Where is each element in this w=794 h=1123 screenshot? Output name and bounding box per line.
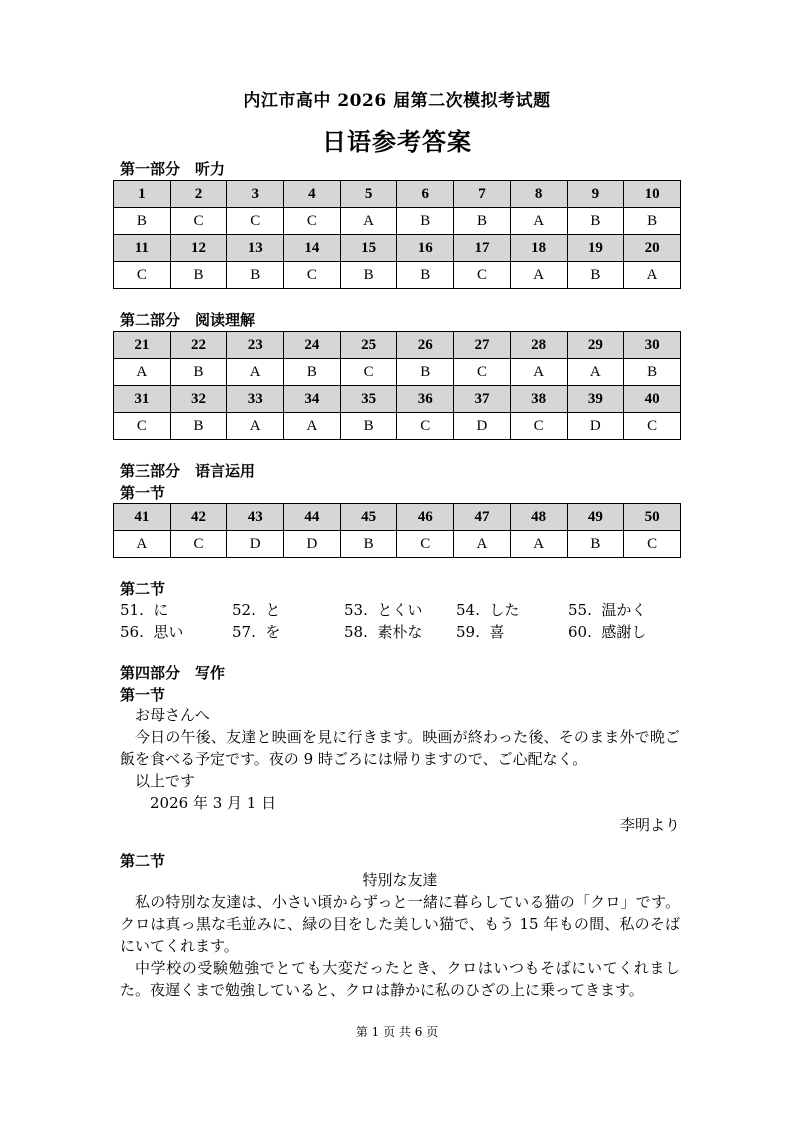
question-number-cell: 48 <box>510 504 567 531</box>
question-number-cell: 30 <box>624 332 681 359</box>
part1-answer-table <box>113 180 681 289</box>
answer-cell: A <box>624 262 681 289</box>
question-number-cell: 27 <box>454 332 511 359</box>
answer-cell: A <box>510 359 567 386</box>
answer-cell: B <box>397 359 454 386</box>
answer-cell: B <box>170 262 227 289</box>
answer-cell: B <box>227 262 284 289</box>
question-number-row <box>114 504 681 531</box>
question-number-cell: 46 <box>397 504 454 531</box>
fill-answer: 56. 思い <box>120 623 184 641</box>
answer-cell: C <box>114 262 171 289</box>
answer-cell: A <box>227 359 284 386</box>
question-number-row <box>114 386 681 413</box>
answer-cell: B <box>340 531 397 558</box>
question-number-cell: 16 <box>397 235 454 262</box>
answer-row <box>114 413 681 440</box>
essay-title: 特別な友達 <box>362 871 438 889</box>
question-number-cell: 28 <box>510 332 567 359</box>
fill-answer: 57. を <box>232 623 281 641</box>
answer-cell: A <box>567 359 624 386</box>
part3-section1-heading: 第一节 <box>120 484 166 502</box>
question-number-cell: 3 <box>227 181 284 208</box>
fill-answer: 60. 感謝し <box>568 623 647 641</box>
answer-cell: A <box>510 208 567 235</box>
question-number-cell: 25 <box>340 332 397 359</box>
question-number-cell: 34 <box>284 386 341 413</box>
answer-cell: A <box>227 413 284 440</box>
question-number-cell: 22 <box>170 332 227 359</box>
question-number-cell: 43 <box>227 504 284 531</box>
answer-cell: D <box>567 413 624 440</box>
answer-cell: C <box>170 531 227 558</box>
part2-answer-table <box>113 331 681 440</box>
part4-section1-heading: 第一节 <box>120 686 166 704</box>
question-number-cell: 9 <box>567 181 624 208</box>
question-number-cell: 49 <box>567 504 624 531</box>
question-number-cell: 17 <box>454 235 511 262</box>
question-number-row <box>114 235 681 262</box>
answer-cell: B <box>397 262 454 289</box>
answer-cell: D <box>284 531 341 558</box>
letter-block <box>120 704 680 836</box>
fill-answer: 54. した <box>456 601 520 619</box>
question-number-cell: 39 <box>567 386 624 413</box>
answer-cell: A <box>114 359 171 386</box>
answer-cell: B <box>170 413 227 440</box>
question-number-row <box>114 332 681 359</box>
question-number-cell: 1 <box>114 181 171 208</box>
answer-row <box>114 208 681 235</box>
question-number-cell: 36 <box>397 386 454 413</box>
question-number-cell: 8 <box>510 181 567 208</box>
question-number-row <box>114 181 681 208</box>
question-number-cell: 37 <box>454 386 511 413</box>
exam-title: 内江市高中 2026 届第二次模拟考试题 <box>243 91 551 111</box>
fill-answer: 53. とくい <box>344 601 423 619</box>
answer-cell: D <box>454 413 511 440</box>
answer-cell: B <box>454 208 511 235</box>
answer-cell: C <box>284 262 341 289</box>
answer-cell: A <box>114 531 171 558</box>
answer-cell: A <box>284 413 341 440</box>
answer-cell: B <box>340 262 397 289</box>
answer-cell: B <box>567 208 624 235</box>
part3-heading: 第三部分 语言运用 <box>120 462 256 480</box>
answer-cell: C <box>624 413 681 440</box>
table-body <box>114 504 681 558</box>
answer-cell: B <box>114 208 171 235</box>
question-number-cell: 26 <box>397 332 454 359</box>
answer-row <box>114 262 681 289</box>
table-body <box>114 332 681 440</box>
question-number-cell: 12 <box>170 235 227 262</box>
answer-cell: B <box>624 208 681 235</box>
question-number-cell: 4 <box>284 181 341 208</box>
question-number-cell: 13 <box>227 235 284 262</box>
answer-cell: A <box>454 531 511 558</box>
answer-cell: C <box>624 531 681 558</box>
question-number-cell: 44 <box>284 504 341 531</box>
answer-cell: A <box>340 208 397 235</box>
question-number-cell: 21 <box>114 332 171 359</box>
question-number-cell: 47 <box>454 504 511 531</box>
letter-greeting: お母さんへ <box>135 706 210 724</box>
answer-cell: A <box>510 262 567 289</box>
part4-heading: 第四部分 写作 <box>120 664 226 682</box>
fill-answer: 51. に <box>120 601 169 619</box>
part2-heading: 第二部分 阅读理解 <box>120 311 256 329</box>
question-number-cell: 41 <box>114 504 171 531</box>
fill-answer: 55. 温かく <box>568 601 647 619</box>
question-number-cell: 45 <box>340 504 397 531</box>
question-number-cell: 11 <box>114 235 171 262</box>
letter-signature: 李明より <box>619 816 680 834</box>
question-number-cell: 50 <box>624 504 681 531</box>
table-body <box>114 181 681 289</box>
question-number-cell: 6 <box>397 181 454 208</box>
letter-date: 2026 年 3 月 1 日 <box>150 794 277 812</box>
answer-cell: C <box>510 413 567 440</box>
question-number-cell: 31 <box>114 386 171 413</box>
answer-cell: B <box>567 531 624 558</box>
question-number-cell: 2 <box>170 181 227 208</box>
question-number-cell: 23 <box>227 332 284 359</box>
question-number-cell: 35 <box>340 386 397 413</box>
question-number-cell: 19 <box>567 235 624 262</box>
question-number-cell: 5 <box>340 181 397 208</box>
fill-answers-row-2 <box>120 621 680 643</box>
answer-cell: D <box>227 531 284 558</box>
answer-cell: C <box>227 208 284 235</box>
fill-answer: 52. と <box>232 601 281 619</box>
question-number-cell: 24 <box>284 332 341 359</box>
page-number: 第 1 页 共 6 页 <box>355 1025 439 1039</box>
answer-row <box>114 359 681 386</box>
question-number-cell: 20 <box>624 235 681 262</box>
question-number-cell: 29 <box>567 332 624 359</box>
question-number-cell: 42 <box>170 504 227 531</box>
part3-section2-heading: 第二节 <box>120 580 166 598</box>
answer-cell: B <box>340 413 397 440</box>
fill-answer: 58. 素朴な <box>344 623 423 641</box>
answer-cell: C <box>114 413 171 440</box>
question-number-cell: 38 <box>510 386 567 413</box>
answer-cell: C <box>454 359 511 386</box>
question-number-cell: 32 <box>170 386 227 413</box>
fill-answer: 59. 喜 <box>456 623 505 641</box>
question-number-cell: 10 <box>624 181 681 208</box>
part4-section2-heading: 第二节 <box>120 852 166 870</box>
essay-paragraph-2: 中学校の受験勉強でとても大変だったとき、クロはいつもそばにいてくれました。夜遅くまで勉強していると、クロは静かに私のひざの上に乗ってきます。 <box>120 959 680 999</box>
question-number-cell: 40 <box>624 386 681 413</box>
answer-cell: B <box>397 208 454 235</box>
answer-cell: B <box>284 359 341 386</box>
answer-cell: C <box>397 413 454 440</box>
part1-heading: 第一部分 听力 <box>120 160 226 178</box>
essay-block <box>120 869 680 1001</box>
essay-paragraph-1: 私の特別な友達は、小さい頃からずっと一緒に暮らしている猫の「クロ」です。クロは真っ黒な毛並みに、緑の目をした美しい猫で、もう 15 年もの間、私のそばにいてくれます。 <box>120 893 680 955</box>
answer-cell: B <box>567 262 624 289</box>
answer-cell: B <box>170 359 227 386</box>
answer-cell: B <box>624 359 681 386</box>
letter-closing: 以上です <box>135 772 196 790</box>
answer-cell: C <box>284 208 341 235</box>
letter-body: 今日の午後、友達と映画を見に行きます。映画が終わった後、そのまま外で晩ご飯を食べる予定です。夜の 9 時ごろには帰りますので、ご心配なく。 <box>120 728 680 768</box>
part3-answer-table <box>113 503 681 558</box>
question-number-cell: 33 <box>227 386 284 413</box>
question-number-cell: 15 <box>340 235 397 262</box>
answer-cell: C <box>397 531 454 558</box>
question-number-cell: 18 <box>510 235 567 262</box>
page-title: 日语参考答案 <box>322 127 472 156</box>
question-number-cell: 14 <box>284 235 341 262</box>
answer-cell: C <box>454 262 511 289</box>
answer-cell: A <box>510 531 567 558</box>
answer-row <box>114 531 681 558</box>
fill-answers-row-1 <box>120 599 680 621</box>
answer-cell: C <box>340 359 397 386</box>
question-number-cell: 7 <box>454 181 511 208</box>
answer-cell: C <box>170 208 227 235</box>
